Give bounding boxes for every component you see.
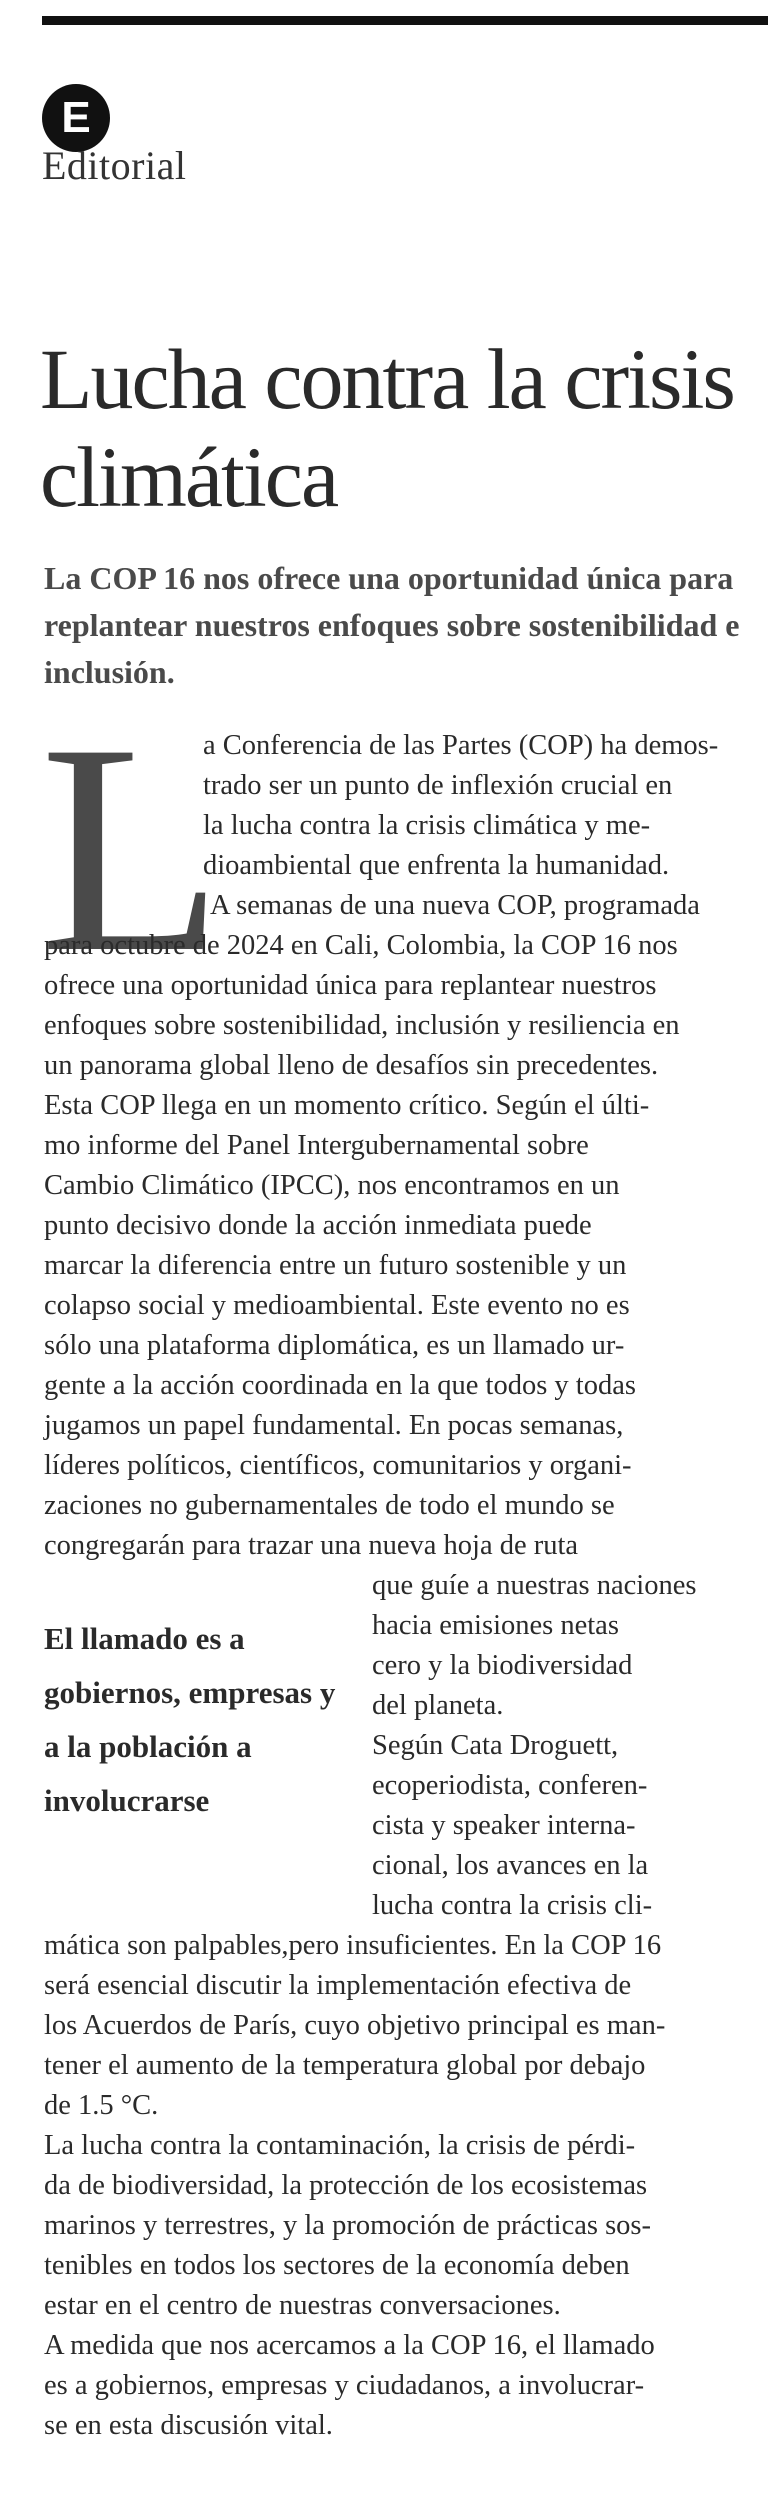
- body-line: punto decisivo donde la acción inmediata puede: [44, 1210, 592, 1241]
- section-label: Editorial: [42, 143, 187, 188]
- body-line: los Acuerdos de París, cuyo objetivo principal es man-: [44, 2010, 666, 2041]
- body-line: tener el aumento de la temperatura global por debajo: [44, 2050, 646, 2081]
- body-line: hacia emisiones netas: [372, 1610, 619, 1641]
- body-line: colapso social y medioambiental. Este evento no es: [44, 1290, 630, 1321]
- body-line: es a gobiernos, empresas y ciudadanos, a involucrar-: [44, 2370, 645, 2401]
- pull-quote: El llamado es a gobiernos, empresas y a la población a involucrarse: [44, 1621, 336, 1818]
- body-line: La lucha contra la contaminación, la crisis de pérdi-: [44, 2130, 636, 2161]
- body-line: lucha contra la crisis cli-: [372, 1890, 653, 1921]
- body-line: la lucha contra la crisis climática y me-: [203, 810, 651, 841]
- body-line: marinos y terrestres, y la promoción de prácticas sos-: [44, 2210, 652, 2241]
- body-line: mo informe del Panel Intergubernamental sobre: [44, 1130, 589, 1161]
- body-line: estar en el centro de nuestras conversaciones.: [44, 2290, 561, 2321]
- body-line: sólo una plataforma diplomática, es un llamado ur-: [44, 1330, 625, 1361]
- body-line: A semanas de una nueva COP, programada: [210, 890, 700, 921]
- drop-cap: L: [40, 682, 224, 1014]
- body-line: mática son palpables,pero insuficientes. En la COP 16: [44, 1930, 662, 1961]
- top-rule: [42, 16, 768, 25]
- body-line: cista y speaker interna-: [372, 1810, 636, 1841]
- headline: Lucha contra la crisis climática: [40, 331, 734, 525]
- body-line: que guíe a nuestras naciones: [372, 1570, 697, 1601]
- body-line: Esta COP llega en un momento crítico. Según el últi-: [44, 1090, 650, 1121]
- body-line: gente a la acción coordinada en la que todos y todas: [44, 1370, 636, 1401]
- body-line: cero y la biodiversidad: [372, 1650, 633, 1681]
- body-line: congregarán para trazar una nueva hoja de ruta: [44, 1530, 579, 1561]
- body-line: jugamos un papel fundamental. En pocas semanas,: [44, 1410, 624, 1441]
- body-line: Según Cata Droguett,: [372, 1730, 619, 1761]
- body-line: enfoques sobre sostenibilidad, inclusión y resiliencia en: [44, 1010, 680, 1041]
- body-line: marcar la diferencia entre un futuro sostenible y un: [44, 1250, 627, 1281]
- body-line: zaciones no gubernamentales de todo el mundo se: [44, 1490, 615, 1521]
- body-line: da de biodiversidad, la protección de los ecosistemas: [44, 2170, 648, 2201]
- deck: La COP 16 nos ofrece una oportunidad única para replantear nuestros enfoques sobre sostenibilidad e inclusión.: [44, 560, 740, 690]
- body-line: cional, los avances en la: [372, 1850, 649, 1881]
- section-badge: E: [42, 84, 110, 152]
- body-line: será esencial discutir la implementación efectiva de: [44, 1970, 632, 2001]
- body-line: trado ser un punto de inflexión crucial en: [203, 770, 673, 801]
- body-line: un panorama global lleno de desafíos sin precedentes.: [44, 1050, 659, 1081]
- body-line: líderes políticos, científicos, comunitarios y organi-: [44, 1450, 632, 1481]
- body-line: de 1.5 °C.: [44, 2090, 159, 2121]
- body-line: A medida que nos acercamos a la COP 16, el llamado: [44, 2330, 655, 2361]
- body-line: del planeta.: [372, 1690, 504, 1721]
- body-line: a Conferencia de las Partes (COP) ha demos-: [203, 730, 719, 761]
- body-line: dioambiental que enfrenta la humanidad.: [203, 850, 670, 881]
- body-line: Cambio Climático (IPCC), nos encontramos en un: [44, 1170, 620, 1201]
- body-line: ofrece una oportunidad única para replantear nuestros: [44, 970, 657, 1001]
- body-line: ecoperiodista, conferen-: [372, 1770, 648, 1801]
- body-line: tenibles en todos los sectores de la economía deben: [44, 2250, 630, 2281]
- body-line: se en esta discusión vital.: [44, 2410, 333, 2441]
- body-line: para octubre de 2024 en Cali, Colombia, la COP 16 nos: [44, 930, 678, 961]
